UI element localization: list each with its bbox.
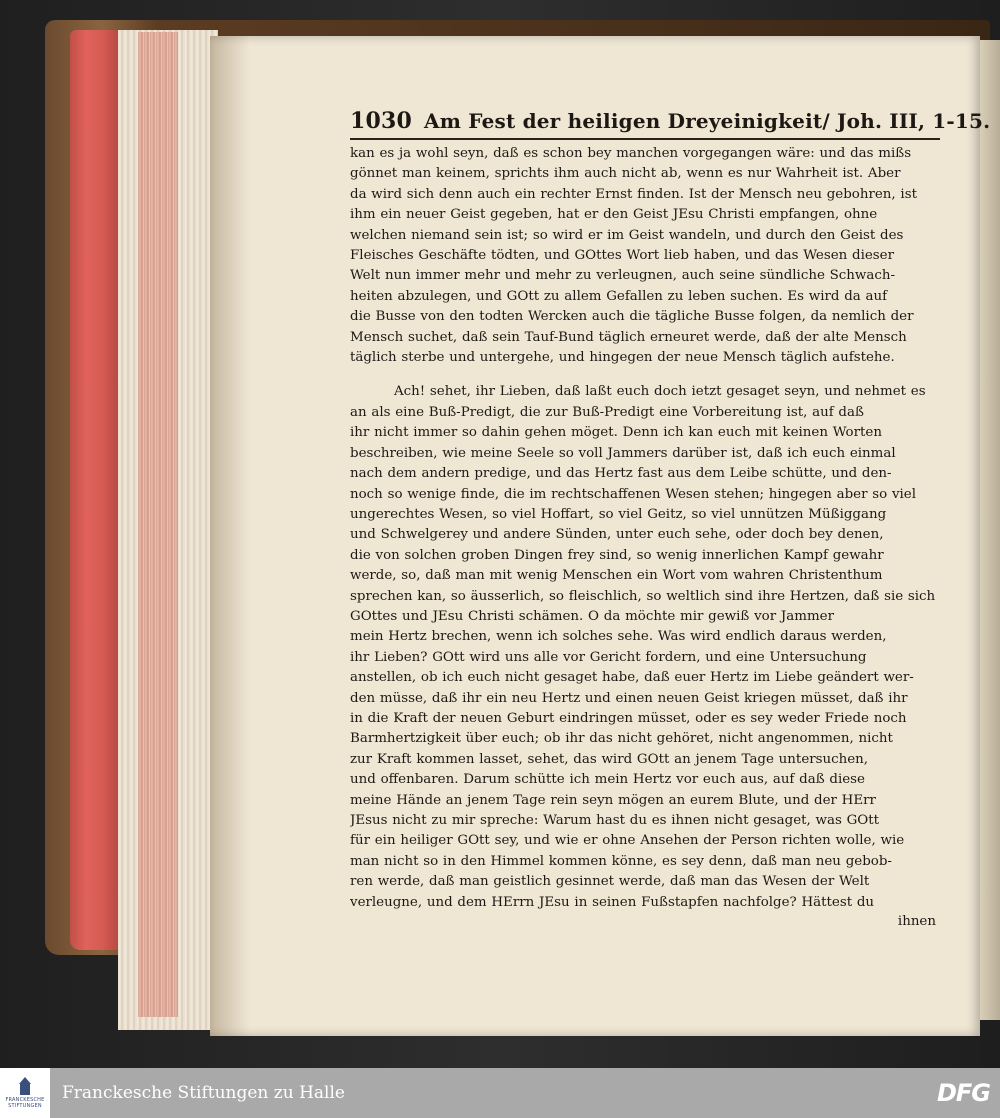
text-line: und offenbaren. Darum schütte ich mein Hertz vor euch aus, auf daß diese — [350, 772, 865, 788]
franckesche-logo[interactable] — [0, 1068, 50, 1118]
paragraph-1 — [350, 144, 940, 368]
page-number: 1030 — [350, 108, 413, 134]
page-edges-red — [70, 30, 118, 950]
page-header — [350, 108, 991, 140]
facing-page-edge — [980, 40, 1000, 1020]
text-line: die von solchen groben Dingen frey sind, so wenig innerlichen Kampf gewahr — [350, 547, 884, 563]
text-line: ihm ein neuer Geist gegeben, hat er den Geist JEsu Christi empfangen, ohne — [350, 207, 878, 223]
building-icon — [17, 1077, 33, 1097]
text-line: werde, so, daß man mit wenig Menschen ein Wort vom wahren Christenthum — [350, 568, 883, 584]
page-edges-tint — [138, 32, 178, 1017]
text-line: welchen niemand sein ist; so wird er im Geist wandeln, und durch den Geist des — [350, 227, 904, 243]
text-line: noch so wenige finde, die im rechtschaffenen Wesen stehen; hingegen aber so viel — [350, 486, 916, 502]
institution-name[interactable]: Franckesche Stiftungen zu Halle — [62, 1083, 345, 1103]
text-line: nach dem andern predige, und das Hertz fast aus dem Leibe schütte, und den- — [350, 466, 892, 482]
dfg-logo[interactable]: DFG — [936, 1079, 990, 1107]
text-line: JEsus nicht zu mir spreche: Warum hast du es ihnen nicht gesaget, was GOtt — [350, 813, 880, 828]
text-line: sprechen kan, so äusserlich, so fleischlich, so weltlich sind ihre Hertzen, daß sie sich — [350, 588, 936, 604]
text-line: zur Kraft kommen lasset, sehet, das wird GOtt an jenem Tage untersuchen, — [350, 751, 869, 767]
viewer-footer — [0, 1068, 1000, 1118]
text-line: den müsse, daß ihr ein neu Hertz und einen neuen Geist kriegen müsset, daß ihr — [350, 690, 908, 706]
text-line: verleugne, und dem HErrn JEsu in seinen Fußstapfen nachfolge? Hättest du — [350, 894, 875, 910]
logo-text-1: FRANCKESCHE — [5, 1097, 45, 1103]
text-line: GOttes und JEsu Christi schämen. O da möchte mir gewiß vor Jammer — [350, 608, 834, 624]
page-text-block — [350, 108, 991, 931]
text-line: da wird sich denn auch ein rechter Ernst finden. Ist der Mensch neu gebohren, ist — [350, 186, 917, 202]
text-line: mein Hertz brechen, wenn ich solches sehe. Was wird endlich daraus werden, — [350, 629, 887, 645]
text-line: kan es ja wohl seyn, daß es schon bey manchen vorgegangen wäre: und das mißs — [350, 146, 912, 161]
text-line: Barmhertzigkeit über euch; ob ihr das nicht gehöret, nicht angenommen, nicht — [350, 731, 893, 747]
text-line: man nicht so in den Himmel kommen könne, es sey denn, daß man neu gebob- — [350, 853, 892, 869]
text-line: ihr nicht immer so dahin gehen möget. Denn ich kan euch mit keinen Worten — [350, 425, 882, 441]
text-line: an als eine Buß-Predigt, die zur Buß-Predigt eine Vorbereitung ist, auf daß — [350, 404, 864, 420]
logo-text-2: STIFTUNGEN — [8, 1103, 42, 1109]
text-line: Ach! sehet, ihr Lieben, daß laßt euch doch ietzt gesaget seyn, und nehmet es — [394, 384, 926, 400]
text-line: meine Hände an jenem Tage rein seyn mögen an eurem Blute, und der HErr — [350, 792, 876, 808]
text-line: in die Kraft der neuen Geburt eindringen müsset, oder es sey weder Friede noch — [350, 710, 907, 726]
text-line: die Busse von den todten Wercken auch die tägliche Busse folgen, da nemlich der — [350, 309, 914, 325]
catchword: ihnen — [897, 914, 936, 930]
text-line: heiten abzulegen, und GOtt zu allem Gefallen zu leben suchen. Es wird da auf — [350, 288, 888, 304]
text-line: ungerechtes Wesen, so viel Hoffart, so viel Geitz, so viel unnützen Müßiggang — [350, 506, 887, 522]
text-line: und Schwelgerey und andere Sünden, unter euch sehe, oder doch bey denen, — [350, 527, 884, 543]
paragraph-2 — [350, 382, 940, 913]
text-line: Mensch suchet, daß sein Tauf-Bund täglich erneuret werde, daß der alte Mensch — [350, 329, 907, 345]
text-line: anstellen, ob ich euch nicht gesaget habe, daß euer Hertz im Liebe geändert wer- — [350, 670, 914, 686]
text-line: gönnet man keinem, sprichts ihm auch nicht ab, wenn es nur Wahrheit ist. Aber — [350, 166, 901, 182]
text-line: beschreiben, wie meine Seele so voll Jammers darüber ist, daß ich euch einmal — [350, 445, 896, 461]
text-line: ren werde, daß man geistlich gesinnet werde, daß man das Wesen der Welt — [350, 874, 870, 890]
gutter-shadow — [210, 36, 250, 1036]
running-head: Am Fest der heiligen Dreyeinigkeit/ Joh. III, 1-15. — [424, 109, 991, 133]
text-line: Fleisches Geschäfte tödten, und GOttes Wort lieb haben, und das Wesen dieser — [350, 248, 894, 264]
text-line: Welt nun immer mehr und mehr zu verleugnen, auch seine sündliche Schwach- — [350, 268, 896, 284]
text-line: täglich sterbe und untergehe, und hingegen der neue Mensch täglich aufstehe. — [350, 350, 895, 366]
text-line: für ein heiliger GOtt sey, und wie er ohne Ansehen der Person richten wolle, wie — [350, 833, 905, 849]
text-line: ihr Lieben? GOtt wird uns alle vor Gericht fordern, und eine Untersuchung — [350, 649, 867, 665]
